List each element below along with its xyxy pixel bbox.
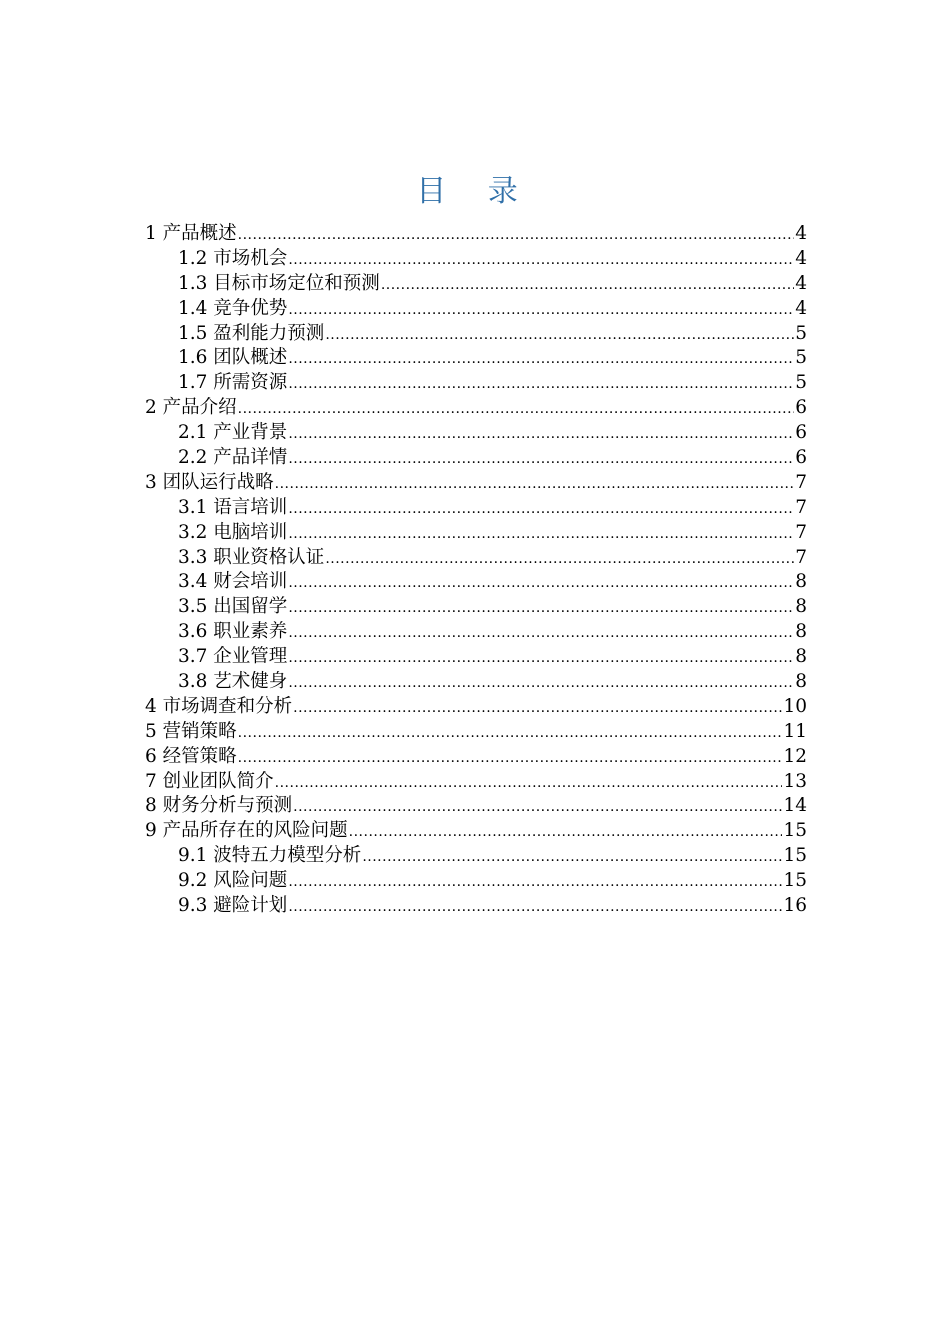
toc-entry-label: 5 营销策略 bbox=[145, 720, 237, 742]
toc-entry-page-number: 10 bbox=[783, 695, 807, 717]
toc-entry-page-number: 8 bbox=[795, 621, 807, 643]
toc-dot-leader bbox=[288, 646, 794, 671]
toc-entry-label: 1.2 市场机会 bbox=[178, 247, 288, 269]
toc-entry-page-number: 7 bbox=[795, 496, 807, 518]
toc-entry[interactable] bbox=[145, 496, 807, 521]
toc-dot-leader bbox=[238, 397, 795, 422]
toc-entry[interactable] bbox=[145, 297, 807, 322]
toc-entry[interactable] bbox=[145, 745, 807, 770]
toc-entry[interactable] bbox=[145, 645, 807, 670]
toc-entry-label: 7 创业团队简介 bbox=[145, 770, 274, 792]
toc-entry-page-number: 13 bbox=[783, 770, 807, 792]
toc-dot-leader bbox=[275, 472, 795, 497]
toc-dot-leader bbox=[238, 223, 795, 248]
toc-entry-page-number: 15 bbox=[783, 820, 807, 842]
toc-entry[interactable] bbox=[145, 546, 807, 571]
toc-entry-page-number: 4 bbox=[795, 223, 807, 244]
toc-dot-leader bbox=[288, 870, 782, 895]
toc-entry-page-number: 6 bbox=[795, 397, 807, 419]
toc-dot-leader bbox=[288, 895, 782, 920]
toc-entry[interactable] bbox=[145, 844, 807, 869]
toc-entry[interactable] bbox=[145, 720, 807, 745]
toc-dot-leader bbox=[325, 547, 794, 572]
toc-entry-page-number: 4 bbox=[795, 272, 807, 294]
toc-entry-page-number: 5 bbox=[795, 347, 807, 369]
toc-entry-label: 1.5 盈利能力预测 bbox=[178, 322, 325, 344]
toc-entry-page-number: 14 bbox=[783, 795, 807, 817]
toc-entry[interactable] bbox=[145, 894, 807, 919]
toc-entry-page-number: 8 bbox=[795, 646, 807, 668]
toc-entry-page-number: 5 bbox=[795, 322, 807, 344]
toc-entry-label: 3.5 出国留学 bbox=[178, 596, 288, 618]
toc-dot-leader bbox=[288, 596, 794, 621]
toc-dot-leader bbox=[288, 621, 794, 646]
toc-entry-page-number: 7 bbox=[795, 546, 807, 568]
toc-entry-label: 1.6 团队概述 bbox=[178, 347, 288, 369]
toc-entry-label: 3 团队运行战略 bbox=[145, 471, 274, 493]
toc-entry-label: 9.2 风险问题 bbox=[178, 870, 288, 892]
toc-entry-page-number: 6 bbox=[795, 422, 807, 444]
toc-dot-leader bbox=[288, 447, 794, 472]
toc-entry[interactable] bbox=[145, 272, 807, 297]
toc-entry-label: 8 财务分析与预测 bbox=[145, 795, 293, 817]
toc-entry[interactable] bbox=[145, 322, 807, 347]
table-of-contents bbox=[145, 222, 807, 919]
toc-entry[interactable] bbox=[145, 670, 807, 695]
toc-entry-label: 3.7 企业管理 bbox=[178, 646, 288, 668]
toc-entry[interactable] bbox=[145, 346, 807, 371]
toc-dot-leader bbox=[238, 746, 783, 771]
toc-entry-page-number: 15 bbox=[783, 870, 807, 892]
toc-entry-page-number: 4 bbox=[795, 297, 807, 319]
toc-entry-label: 9 产品所存在的风险问题 bbox=[145, 820, 348, 842]
toc-dot-leader bbox=[349, 820, 783, 845]
toc-title: 目 录 bbox=[416, 174, 534, 209]
toc-entry[interactable] bbox=[145, 222, 807, 247]
toc-entry[interactable] bbox=[145, 521, 807, 546]
toc-entry-label: 1 产品概述 bbox=[145, 223, 237, 244]
toc-entry[interactable] bbox=[145, 396, 807, 421]
toc-entry-label: 2.1 产业背景 bbox=[178, 422, 288, 444]
toc-entry-label: 3.2 电脑培训 bbox=[178, 521, 288, 543]
toc-entry[interactable] bbox=[145, 695, 807, 720]
toc-dot-leader bbox=[325, 323, 794, 348]
toc-entry-page-number: 8 bbox=[795, 571, 807, 593]
toc-entry-label: 9.3 避险计划 bbox=[178, 895, 288, 917]
toc-dot-leader bbox=[288, 372, 794, 397]
toc-entry-page-number: 16 bbox=[783, 895, 807, 917]
toc-dot-leader bbox=[288, 298, 794, 323]
toc-entry[interactable] bbox=[145, 819, 807, 844]
toc-entry-page-number: 6 bbox=[795, 447, 807, 469]
toc-dot-leader bbox=[288, 497, 794, 522]
toc-entry-label: 3.3 职业资格认证 bbox=[178, 546, 325, 568]
toc-dot-leader bbox=[288, 248, 794, 273]
toc-entry-label: 4 市场调查和分析 bbox=[145, 695, 293, 717]
toc-dot-leader bbox=[288, 422, 794, 447]
toc-entry-label: 3.1 语言培训 bbox=[178, 496, 288, 518]
toc-entry[interactable] bbox=[145, 247, 807, 272]
toc-entry[interactable] bbox=[145, 371, 807, 396]
toc-dot-leader bbox=[362, 845, 782, 870]
toc-entry-page-number: 7 bbox=[795, 521, 807, 543]
toc-entry-page-number: 8 bbox=[795, 671, 807, 693]
toc-entry[interactable] bbox=[145, 869, 807, 894]
toc-entry-label: 3.8 艺术健身 bbox=[178, 671, 288, 693]
toc-entry[interactable] bbox=[145, 794, 807, 819]
toc-entry[interactable] bbox=[145, 770, 807, 795]
toc-entry-label: 2 产品介绍 bbox=[145, 397, 237, 419]
toc-dot-leader bbox=[288, 347, 794, 372]
toc-entry[interactable] bbox=[145, 446, 807, 471]
toc-entry-label: 2.2 产品详情 bbox=[178, 447, 288, 469]
toc-entry-label: 6 经管策略 bbox=[145, 745, 237, 767]
toc-entry-label: 3.4 财会培训 bbox=[178, 571, 288, 593]
toc-entry[interactable] bbox=[145, 421, 807, 446]
toc-entry-label: 1.7 所需资源 bbox=[178, 372, 288, 394]
toc-entry[interactable] bbox=[145, 471, 807, 496]
toc-entry[interactable] bbox=[145, 595, 807, 620]
toc-dot-leader bbox=[288, 522, 794, 547]
toc-entry-label: 3.6 职业素养 bbox=[178, 621, 288, 643]
toc-entry-label: 1.4 竞争优势 bbox=[178, 297, 288, 319]
toc-dot-leader bbox=[238, 721, 783, 746]
toc-entry-page-number: 5 bbox=[795, 372, 807, 394]
toc-entry[interactable] bbox=[145, 620, 807, 645]
toc-entry-page-number: 12 bbox=[783, 745, 807, 767]
toc-dot-leader bbox=[381, 273, 794, 298]
toc-entry-page-number: 7 bbox=[795, 471, 807, 493]
toc-dot-leader bbox=[288, 671, 794, 696]
toc-entry-page-number: 11 bbox=[783, 720, 807, 742]
toc-entry-label: 1.3 目标市场定位和预测 bbox=[178, 272, 380, 294]
toc-entry-page-number: 8 bbox=[795, 596, 807, 618]
toc-entry-page-number: 4 bbox=[795, 247, 807, 269]
toc-dot-leader bbox=[288, 571, 794, 596]
toc-entry-label: 9.1 波特五力模型分析 bbox=[178, 845, 362, 867]
toc-dot-leader bbox=[293, 696, 782, 721]
toc-entry[interactable] bbox=[145, 570, 807, 595]
toc-entry-page-number: 15 bbox=[783, 845, 807, 867]
toc-dot-leader bbox=[293, 795, 782, 820]
toc-dot-leader bbox=[275, 771, 783, 796]
